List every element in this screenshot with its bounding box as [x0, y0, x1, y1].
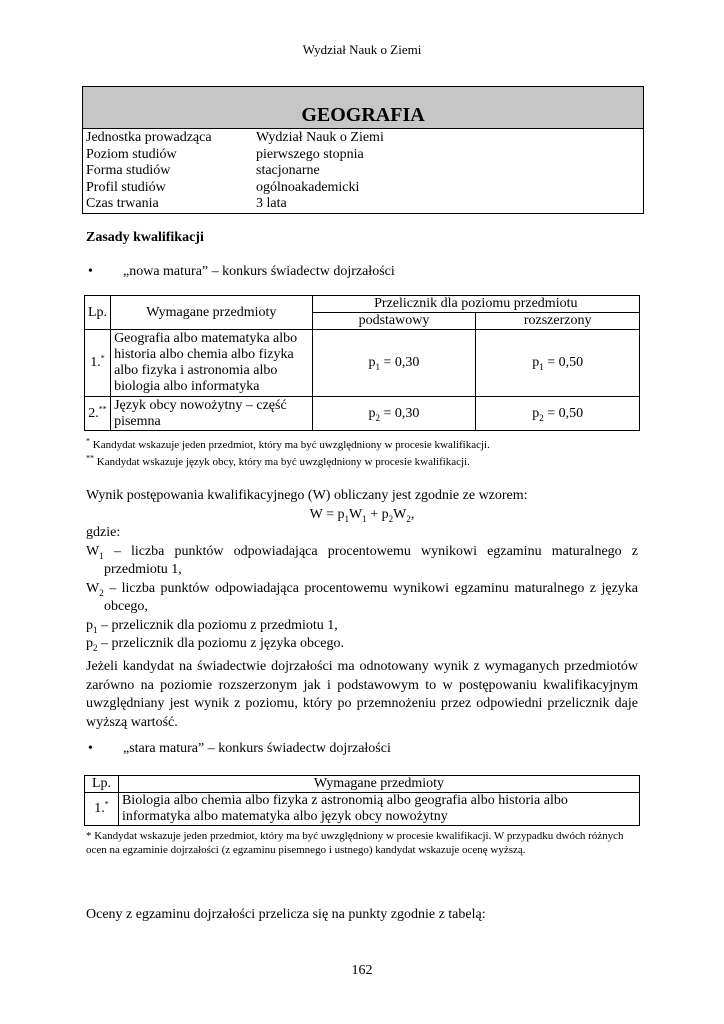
bullet-icon: •	[88, 741, 93, 756]
footnote: * Kandydat wskazuje jeden przedmiot, który ma być uwzględniony w procesie kwalifikacji. W przypadku dwóch różnych ocen na egzaminie dojrzałości (z egzaminu pisemnego i ustnego) kandydat wskazuje ocenę wyższą.	[86, 830, 624, 856]
info-row	[86, 163, 643, 180]
info-value: stacjonarne	[256, 163, 320, 179]
info-label: Czas trwania	[86, 196, 159, 212]
row-subjects: Język obcy nowożytny – część pisemna	[111, 397, 313, 431]
formula-where: gdzie:	[86, 525, 121, 540]
bullet-text: „nowa matura” – konkurs świadectw dojrzałości	[123, 264, 395, 279]
new-matura-table	[84, 295, 640, 431]
formula-w2: $W_2$ – liczba punktów odpowiadająca procentowemu wynikowi egzaminu maturalnego z języka obcego,	[86, 580, 639, 614]
bullet-old-matura	[88, 741, 391, 757]
footnote: ** Kandydat wskazuje język obcy, który ma być uwzględniony w procesie kwalifikacji.	[86, 453, 470, 468]
table-row	[85, 330, 640, 397]
info-value: 3 lata	[256, 196, 287, 212]
col-header-subjects: Wymagane przedmioty	[118, 776, 639, 793]
formula-w1: $W_1$ – liczba punktów odpowiadająca procentowemu wynikowi egzaminu maturalnego z przedmiotu 1,	[86, 543, 638, 577]
level-rule-paragraph: Jeżeli kandydat na świadectwie dojrzałości ma odnotowany wynik z wymaganych przedmiotów zarówno na poziomie rozszerzonym jak i podstawowym to w postępowaniu kwalifikacyjnym uwzględniany jest wynik z poziomu, który po przemnożeniu przez odpowiedni przelicznik daje wyższą wartość.	[86, 659, 638, 730]
formula-equation: $W = p_1W_1 + p_2W_2$,	[309, 506, 415, 524]
program-info-box	[82, 86, 644, 214]
formula-section	[86, 487, 638, 654]
info-row	[86, 147, 643, 164]
section-title: Zasady kwalifikacji	[86, 230, 204, 245]
info-row	[86, 130, 643, 147]
row-lp: 1.*	[85, 330, 111, 397]
col-header-basic: podstawowy	[312, 313, 476, 330]
info-label: Poziom studiów	[86, 146, 177, 162]
row-basic: $p_2 = 0,30$	[312, 397, 476, 431]
info-label: Forma studiów	[86, 163, 171, 179]
old-matura-table	[84, 775, 640, 826]
program-title: GEOGRAFIA	[83, 87, 643, 129]
table-row	[85, 793, 640, 826]
row-subjects: Geografia albo matematyka albo historia albo chemia albo fizyka albo fizyka i astronomia albo biologia albo informatyka	[111, 330, 313, 397]
row-basic: $p_1 = 0,30$	[312, 330, 476, 397]
formula-p2: $p_2$ – przelicznik dla poziomu z języka obcego.	[86, 636, 344, 653]
info-value: Wydział Nauk o Ziemi	[256, 130, 384, 145]
page-number: 162	[351, 963, 373, 978]
closing-sentence: Oceny z egzaminu dojrzałości przelicza się na punkty zgodnie z tabelą:	[86, 907, 486, 922]
formula-intro: Wynik postępowania kwalifikacyjnego (W) obliczany jest zgodnie ze wzorem:	[86, 488, 528, 503]
bullet-new-matura	[88, 264, 395, 280]
row-subjects: Biologia albo chemia albo fizyka z astronomią albo geografia albo historia albo informatyka albo matematyka albo język obcy nowożytny	[118, 793, 639, 826]
footnote: * Kandydat wskazuje jeden przedmiot, który ma być uwzględniony w procesie kwalifikacji.	[86, 436, 490, 451]
bullet-icon: •	[88, 264, 93, 279]
col-header-subjects: Wymagane przedmioty	[111, 296, 313, 330]
col-header-extended: rozszerzony	[476, 313, 640, 330]
info-value: pierwszego stopnia	[256, 146, 364, 162]
page-header: Wydział Nauk o Ziemi	[302, 42, 422, 57]
info-row	[86, 196, 643, 213]
formula-p1: $p_1$ – przelicznik dla poziomu z przedmiotu 1,	[86, 617, 338, 635]
row-extended: $p_2 = 0,50$	[476, 397, 640, 431]
col-header-lp: Lp.	[85, 296, 111, 330]
table-row	[85, 397, 640, 431]
program-details	[83, 129, 643, 213]
row-extended: $p_1 = 0,50$	[476, 330, 640, 397]
info-label: Profil studiów	[86, 179, 166, 195]
row-lp: 1.*	[85, 793, 119, 826]
info-row	[86, 180, 643, 197]
col-header-lp: Lp.	[85, 776, 119, 793]
row-lp: 2.**	[85, 397, 111, 431]
bullet-text: „stara matura” – konkurs świadectw dojrzałości	[123, 741, 391, 756]
info-value: ogólnoakademicki	[256, 179, 360, 195]
info-label: Jednostka prowadząca	[86, 130, 212, 145]
col-header-multiplier: Przelicznik dla poziomu przedmiotu	[312, 296, 639, 313]
